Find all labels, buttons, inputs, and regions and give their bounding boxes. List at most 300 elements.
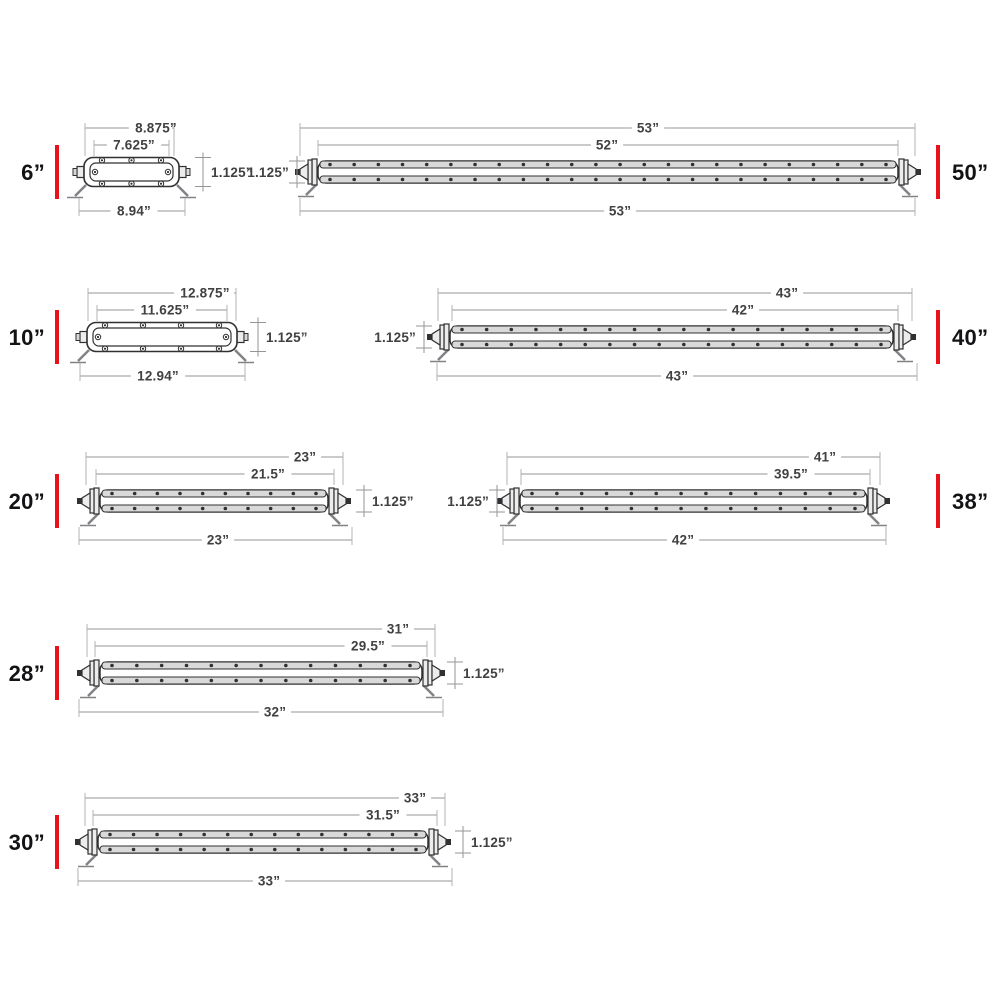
rivet-dot [328,163,332,167]
rivet-dot [309,664,313,668]
cap-knob [911,334,916,340]
rivet-dot [618,178,622,182]
cap-plate [423,660,428,686]
screw-dot [104,324,106,326]
rivet-dot [497,163,501,167]
dimension-label: 39.5” [773,466,809,482]
screw-dot [167,171,169,173]
light-bar-10in [70,323,254,363]
rivet-dot [156,507,160,511]
foot-leg [423,685,434,696]
rivet-dot [754,492,758,496]
foot-leg [508,513,519,524]
rivet-dot [383,679,387,683]
rivet-dot [594,163,598,167]
dimension-horizontal [97,303,227,322]
rivet-dot [425,178,429,182]
rivet-dot [763,178,767,182]
foot-leg [438,349,449,360]
dimension-label: 31.5” [365,807,401,823]
mounting-foot [500,513,519,526]
rivet-dot [485,343,489,347]
rivet-dot [731,343,735,347]
foot-leg [75,185,86,196]
screw-dot [142,324,144,326]
mounting-foot [177,185,196,198]
red-accent-tick [55,474,59,528]
bar-diagram-20in [9,450,414,548]
rivet-dot [414,848,418,852]
light-bar-50in [295,159,921,197]
rivet-dot [110,679,114,683]
rivet-dot [185,664,189,668]
dimension-label: 52” [595,137,619,153]
rivet-dot [580,507,584,511]
rivet-dot [779,507,783,511]
red-accent-tick [55,646,59,700]
rivet-dot [756,328,760,332]
rivet-dot [546,178,550,182]
size-label-6in: 6” [21,160,45,185]
dimension-horizontal [507,450,880,486]
cap-cone [82,665,90,681]
rivet-dot [269,492,273,496]
rivet-dot [328,178,332,182]
red-accent-tick [55,310,59,364]
dimension-horizontal [79,198,185,219]
rivet-dot [309,679,313,683]
rivet-dot [320,833,324,837]
cap-cone [80,834,88,850]
rivet-dot [739,163,743,167]
rivet-dot [249,833,253,837]
side-bolt [237,332,244,343]
screw-dot [180,348,182,350]
rivet-dot [855,328,859,332]
light-bar-40in [427,324,916,362]
rivet-dot [756,343,760,347]
dimension-height [250,318,308,357]
rivet-dot [132,848,136,852]
end-cap [429,829,451,855]
dimension-horizontal [318,138,898,157]
rivet-dot [559,328,563,332]
rivet-dot [534,328,538,332]
screw-dot [101,159,103,161]
rivet-dot [249,848,253,852]
rivet-dot [160,664,164,668]
cap-knob [440,670,445,676]
rivet-dot [425,163,429,167]
dimension-horizontal [452,303,898,322]
cap-knob [885,498,890,504]
rivet-dot [633,343,637,347]
dimension-label: 8.94” [116,203,152,219]
height-dimension-label: 1.125” [266,330,308,345]
rivet-dot [292,492,296,496]
dimension-horizontal [438,286,912,322]
rivet-dot [224,507,228,511]
cap-cone [338,493,346,509]
dimension-label: 43” [665,368,689,384]
rivet-dot [605,507,609,511]
rivet-dot [155,833,159,837]
rivet-dot [226,833,230,837]
foot-leg [894,349,905,360]
size-label-10in: 10” [8,325,45,350]
rivet-dot [830,343,834,347]
rivet-dot [731,328,735,332]
rivet-dot [292,507,296,511]
dimension-label: 42” [731,302,755,318]
end-cap [77,660,99,686]
rivet-dot [460,343,464,347]
rivet-dot [509,343,513,347]
dimension-height [447,485,505,517]
rivet-dot [132,833,136,837]
foot-leg [429,854,440,865]
cap-knob [346,498,351,504]
mounting-foot [894,349,913,362]
screw-dot [218,324,220,326]
bar-bottom-rail [320,176,896,183]
rivet-dot [630,507,634,511]
rivet-dot [788,178,792,182]
dimension-label: 12.875” [180,285,230,301]
height-dimension-label: 1.125” [447,494,489,509]
dimension-horizontal [503,527,886,548]
dimension-horizontal [93,808,437,827]
rivet-dot [608,328,612,332]
bar-top-rail [522,490,865,497]
rivet-dot [210,664,214,668]
dimension-label: 43” [775,285,799,301]
dimension-label: 31” [386,621,410,637]
cap-plate [444,324,449,350]
rivet-dot [135,679,139,683]
rivet-dot [449,163,453,167]
rivet-dot [497,178,501,182]
dimension-height [455,826,513,858]
rivet-dot [805,343,809,347]
rivet-dot [110,507,114,511]
rivet-dot [297,848,301,852]
rivet-dot [246,507,250,511]
dimension-label: 29.5” [350,638,386,654]
size-label-38in: 38” [952,489,989,514]
cap-cone [908,164,916,180]
cap-plate [329,488,334,514]
rivet-dot [234,664,238,668]
rivet-dot [401,163,405,167]
rivet-dot [594,178,598,182]
rivet-dot [185,679,189,683]
rivet-dot [879,328,883,332]
rivet-dot [691,163,695,167]
mounting-foot [70,350,89,363]
dimension-label: 23” [206,532,230,548]
rivet-dot [160,679,164,683]
rivet-dot [401,178,405,182]
red-accent-tick [936,310,940,364]
cap-cone [903,329,911,345]
rivet-dot [559,343,563,347]
foot-leg [329,513,340,524]
height-dimension-label: 1.125” [374,330,416,345]
end-cap [497,488,519,514]
bar-top-rail [320,161,896,168]
bar-diagram-40in [374,286,988,384]
end-cap [77,488,99,514]
rivet-dot [657,343,661,347]
side-bolt-tip [244,334,248,341]
end-cap [427,324,449,350]
red-accent-tick [936,145,940,199]
rivet-dot [135,664,139,668]
rivet-dot [352,163,356,167]
dimension-horizontal [86,450,343,486]
rivet-dot [224,492,228,496]
rivet-dot [273,833,277,837]
foot-leg [868,513,879,524]
foot-leg [235,350,246,361]
rivet-dot [679,507,683,511]
rivet-dot [108,833,112,837]
dimension-label: 33” [403,790,427,806]
rivet-dot [570,178,574,182]
end-cap [75,829,97,855]
rivet-dot [682,343,686,347]
dimension-label: 21.5” [250,466,286,482]
rivet-dot [879,343,883,347]
rivet-dot [633,328,637,332]
foot-leg [78,350,89,361]
rivet-dot [391,833,395,837]
screw-dot [225,336,227,338]
cap-plate [429,829,434,855]
rivet-dot [534,343,538,347]
rivet-dot [460,328,464,332]
rivet-dot [383,664,387,668]
rivet-dot [830,328,834,332]
mounting-foot [78,854,97,867]
size-label-40in: 40” [952,325,989,350]
bar-bottom-rail [522,505,865,512]
cap-plate [868,488,873,514]
dimension-label: 42” [671,532,695,548]
rivet-dot [155,848,159,852]
rivet-dot [359,679,363,683]
size-label-20in: 20” [8,489,45,514]
rivet-dot [344,833,348,837]
rivet-dot [804,492,808,496]
screw-dot [218,348,220,350]
rivet-dot [779,492,783,496]
rivet-dot [201,492,205,496]
rivet-dot [804,507,808,511]
rivet-dot [642,163,646,167]
rivet-dot [618,163,622,167]
rivet-dot [679,492,683,496]
rivet-dot [408,664,412,668]
rivet-dot [729,492,733,496]
foot-leg [86,854,97,865]
rivet-dot [133,507,137,511]
rivet-dot [788,163,792,167]
rivet-dot [707,343,711,347]
mounting-foot [80,685,99,698]
cap-plate [514,488,519,514]
cap-cone [432,665,440,681]
rivet-dot [273,848,277,852]
bar-lens [93,328,231,346]
red-accent-tick [936,474,940,528]
rivet-dot [408,679,412,683]
dimension-horizontal [300,198,915,219]
dimension-label: 53” [636,120,660,136]
end-cap [899,159,921,185]
height-dimension-label: 1.125” [247,165,289,180]
height-dimension-label: 1.125” [471,835,513,850]
end-cap [894,324,916,350]
size-label-28in: 28” [8,661,45,686]
rivet-dot [812,163,816,167]
rivet-dot [314,507,318,511]
screw-dot [130,183,132,185]
light-bar-28in [77,660,445,698]
rivet-dot [352,178,356,182]
rivet-dot [546,163,550,167]
cap-knob [75,839,80,845]
end-cap [329,488,351,514]
screw-dot [160,183,162,185]
screw-dot [130,159,132,161]
rivet-dot [530,507,534,511]
dimension-horizontal [79,699,443,720]
cap-knob [427,334,432,340]
rivet-dot [667,178,671,182]
bar-diagram-50in [247,121,988,219]
dimension-horizontal [521,467,870,486]
rivet-dot [156,492,160,496]
mounting-foot [868,513,887,526]
rivet-dot [855,343,859,347]
cap-knob [446,839,451,845]
bar-diagram-28in [9,622,505,720]
size-label-30in: 30” [8,830,45,855]
screw-dot [160,159,162,161]
rivet-dot [334,679,338,683]
rivet-dot [367,848,371,852]
mounting-foot [423,685,442,698]
rivet-dot [715,163,719,167]
light-bar-30in [75,829,451,867]
side-bolt [77,167,84,178]
rivet-dot [178,507,182,511]
foot-leg [899,184,910,195]
rivet-dot [522,163,526,167]
rivet-dot [781,343,785,347]
rivet-dot [642,178,646,182]
height-dimension-label: 1.125” [372,494,414,509]
rivet-dot [179,848,183,852]
rivet-dot [234,679,238,683]
height-dimension-label: 1.125” [211,165,253,180]
dimension-horizontal [78,868,452,889]
cap-cone [432,329,440,345]
rivet-dot [836,163,840,167]
screw-dot [180,324,182,326]
rivet-dot [608,343,612,347]
end-cap [295,159,317,185]
bar-top-rail [100,831,426,838]
rivet-dot [202,848,206,852]
rivet-dot [367,833,371,837]
rivet-dot [210,679,214,683]
mounting-foot [429,854,448,867]
rivet-dot [110,492,114,496]
rivet-dot [284,664,288,668]
cap-knob [916,169,921,175]
rivet-dot [763,163,767,167]
dimension-height [374,321,432,353]
rivet-dot [259,664,263,668]
rivet-dot [359,664,363,668]
rivet-dot [178,492,182,496]
rivet-dot [344,848,348,852]
light-bar-38in [497,488,890,526]
rivet-dot [297,833,301,837]
red-accent-tick [55,815,59,869]
rivet-dot [334,664,338,668]
side-bolt-tip [186,169,190,176]
end-cap [868,488,890,514]
side-bolt-tip [73,169,77,176]
cap-knob [77,670,82,676]
rivet-dot [654,492,658,496]
rivet-dot [707,328,711,332]
rivet-dot [704,492,708,496]
rivet-dot [414,833,418,837]
light-bar-20in [77,488,351,526]
cap-plate [94,488,99,514]
rivet-dot [836,178,840,182]
bar-bottom-rail [452,341,891,348]
cap-knob [77,498,82,504]
red-accent-tick [55,145,59,199]
rivet-dot [509,328,513,332]
rivet-dot [654,507,658,511]
foot-leg [306,184,317,195]
rivet-dot [284,679,288,683]
rivet-dot [110,664,114,668]
cap-plate [92,829,97,855]
rivet-dot [630,492,634,496]
rivet-dot [828,507,832,511]
bar-bottom-rail [100,846,426,853]
rivet-dot [739,178,743,182]
rivet-dot [729,507,733,511]
end-cap [423,660,445,686]
rivet-dot [580,492,584,496]
bar-lens [90,163,173,181]
cap-plate [899,159,904,185]
mounting-foot [430,349,449,362]
rivet-dot [884,178,888,182]
cap-cone [502,493,510,509]
foot-leg [88,513,99,524]
rivet-dot [754,507,758,511]
